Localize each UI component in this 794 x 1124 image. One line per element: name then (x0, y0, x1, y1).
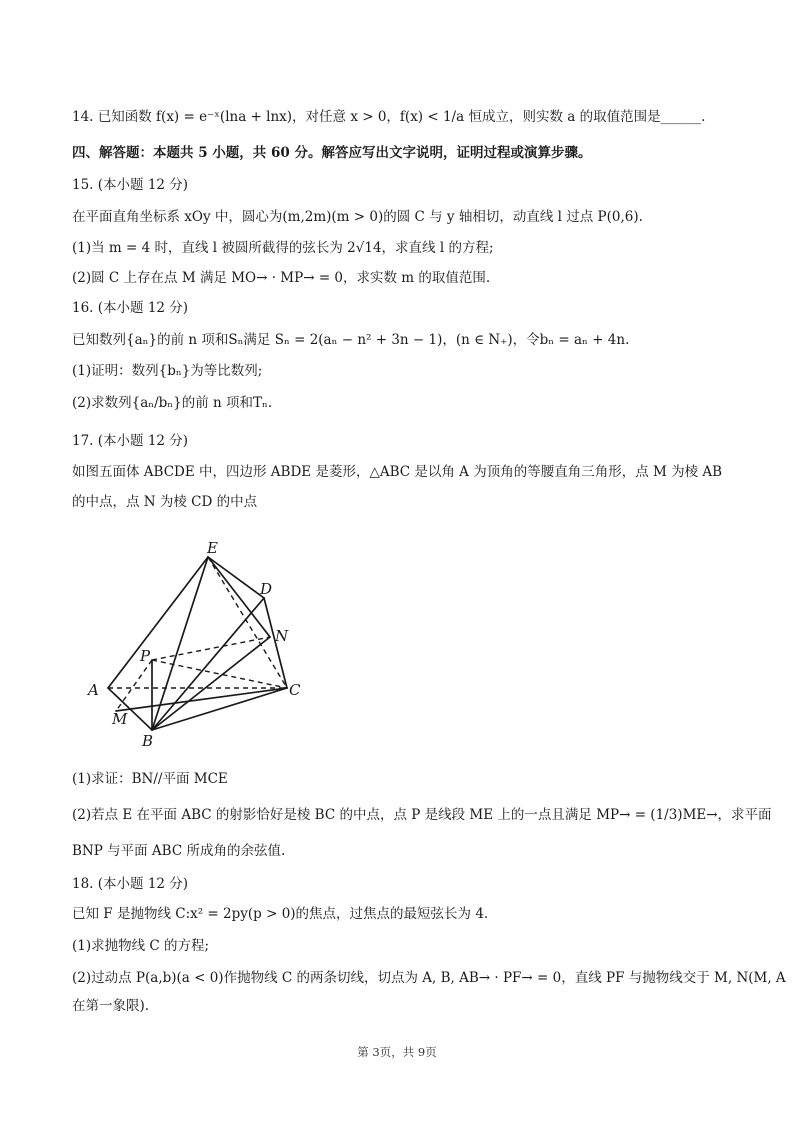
edge-EA (108, 557, 208, 688)
question-16-part-1: (1)证明：数列{bₙ}为等比数列; (72, 363, 263, 379)
question-16-header: 16. (本小题 12 分) (72, 300, 189, 316)
question-15-header: 15. (本小题 12 分) (72, 177, 189, 193)
question-18-header: 18. (本小题 12 分) (72, 876, 189, 892)
question-17-part-2-line-1: (2)若点 E 在平面 ABC 的射影恰好是棱 BC 的中点，点 P 是线段 ME 上的一点且满足 MP→ = (1/3)ME→，求平面 (72, 807, 772, 823)
question-17-header: 17. (本小题 12 分) (72, 433, 189, 449)
question-17-stem-line-1: 如图五面体 ABCDE 中，四边形 ABDE 是菱形，△ABC 是以角 A 为顶角的等腰直角三角形，点 M 为棱 AB (72, 464, 723, 480)
point-label-P: P (140, 647, 151, 665)
vertex-label-A: A (88, 681, 99, 699)
question-15-stem: 在平面直角坐标系 xOy 中，圆心为(m,2m)(m > 0)的圆 C 与 y 轴相切，动直线 l 过点 P(0,6). (72, 209, 643, 225)
point-label-N: N (275, 627, 289, 645)
question-16-stem: 已知数列{aₙ}的前 n 项和Sₙ满足 Sₙ = 2(aₙ − n² + 3n − 1)，(n ∈ N₊)，令bₙ = aₙ + 4n. (72, 332, 630, 348)
question-15-part-2: (2)圆 C 上存在点 M 满足 MO→ · MP→ = 0，求实数 m 的取值范围. (72, 270, 491, 286)
question-16-part-2: (2)求数列{aₙ/bₙ}的前 n 项和Tₙ. (72, 395, 273, 411)
question-14: 14. 已知函数 f(x) = e⁻ˣ(lna + lnx)，对任意 x > 0，f(x) < 1/a 恒成立，则实数 a 的取值范围是______. (72, 109, 706, 125)
section-heading: 四、解答题：本题共 5 小题，共 60 分。解答应写出文字说明，证明过程或演算步骤。 (72, 145, 592, 161)
edge-DB (152, 598, 264, 730)
question-17-part-2-line-2: BNP 与平面 ABC 所成角的余弦值. (72, 843, 286, 859)
segment-PN-hidden (152, 637, 270, 660)
segment-PC-hidden (152, 660, 287, 688)
question-18-part-2-line-2: 在第一象限). (72, 998, 150, 1014)
vertex-label-E: E (207, 540, 218, 557)
vertex-label-B: B (142, 732, 154, 750)
segment-BN (152, 637, 270, 730)
edge-BC (152, 688, 287, 730)
segment-PM-hidden (116, 660, 152, 711)
question-18-stem: 已知 F 是抛物线 C:x² = 2py(p > 0)的焦点，过焦点的最短弦长为 4. (72, 906, 489, 922)
question-17-stem-line-2: 的中点，点 N 为棱 CD 的中点 (72, 494, 258, 510)
question-15-part-1: (1)当 m = 4 时，直线 l 被圆所截得的弦长为 2√14，求直线 l 的方程; (72, 240, 494, 256)
pentahedron-figure (80, 540, 320, 750)
vertex-label-D: D (260, 580, 273, 598)
question-17-part-1: (1)求证：BN//平面 MCE (72, 771, 228, 787)
vertex-label-C: C (289, 681, 301, 699)
point-label-M: M (112, 710, 128, 728)
question-18-part-1: (1)求抛物线 C 的方程; (72, 938, 210, 954)
page-number-footer: 第 3页，共 9页 (357, 1045, 437, 1059)
edge-EC-hidden (208, 557, 287, 688)
edge-EB (152, 557, 208, 730)
question-18-part-2-line-1: (2)过动点 P(a,b)(a < 0)作抛物线 C 的两条切线，切点为 A, B, AB→ · PF→ = 0，直线 PF 与抛物线交于 M, N(M, A (72, 970, 786, 986)
